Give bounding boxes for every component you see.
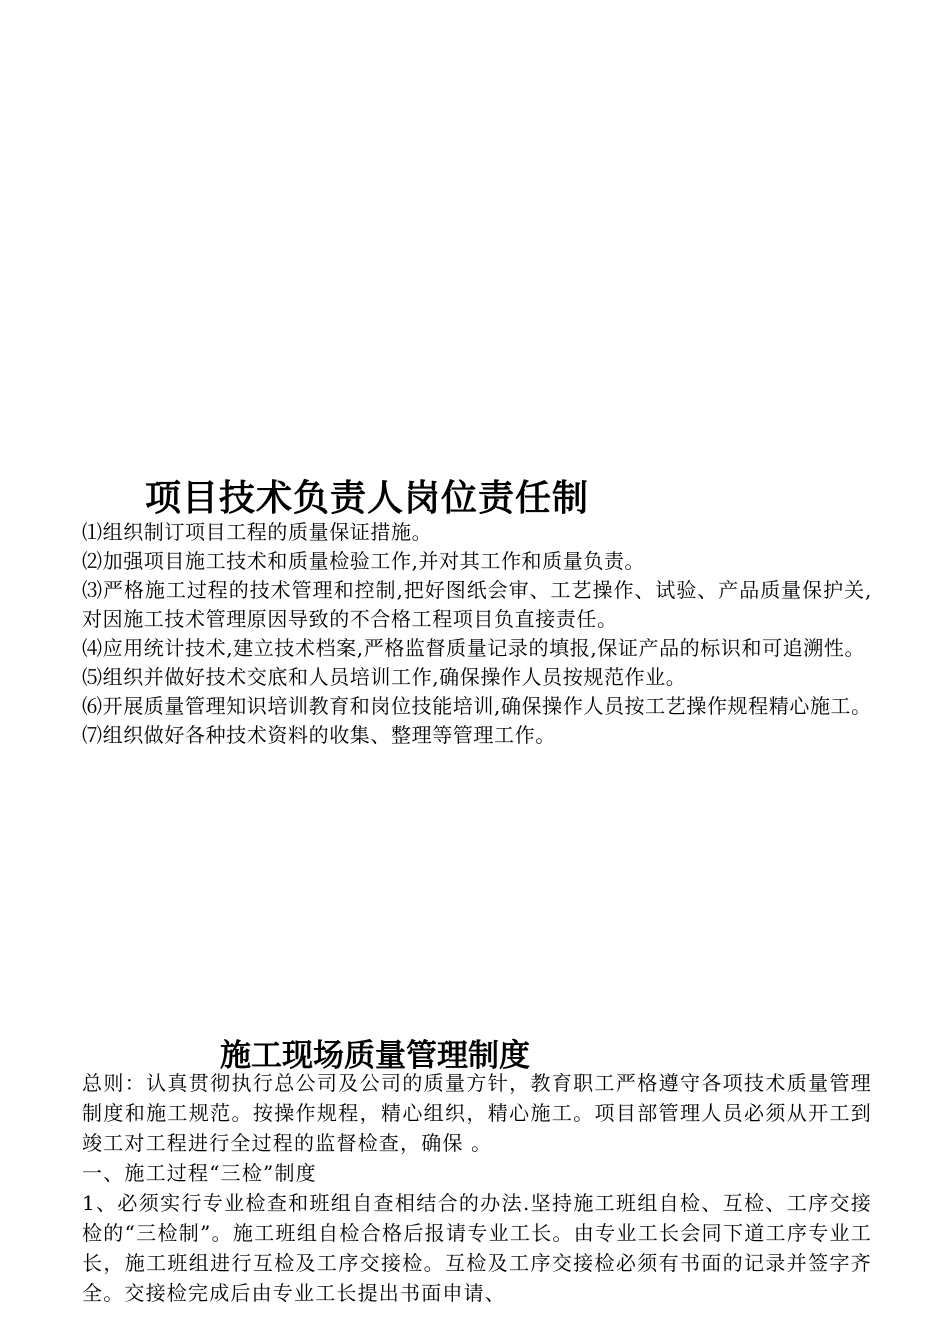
page-title: 项目技术负责人岗位责任制 <box>145 477 590 519</box>
section-title: 施工现场质量管理制度 <box>220 1038 530 1074</box>
list-item: ⑴组织制订项目工程的质量保证措施。 <box>82 520 433 544</box>
duties-list <box>82 518 872 750</box>
section-heading: 一、施工过程“三检”制度 <box>82 1161 317 1185</box>
list-item: ⑹开展质量管理知识培训教育和岗位技能培训,确保操作人员按工艺操作规程精心施工。 <box>82 694 872 718</box>
list-item: ⑺组织做好各种技术资料的收集、整理等管理工作。 <box>82 723 556 747</box>
rule-paragraph: 1、必须实行专业检查和班组自查相结合的办法.坚持施工班组自检、互检、工序交接检的“三检制”。施工班组自检合格后报请专业工长。由专业工长会同下道工序专业工长，施工班组进行互检及工序交接检。互检及工序交接检必须有书面的记录并签字齐全。交接检完成后由专业工长提出书面申请、 <box>82 1191 872 1305</box>
list-item: ⑸组织并做好技术交底和人员培训工作,确保操作人员按规范作业。 <box>82 665 687 689</box>
general-paragraph: 总则：认真贯彻执行总公司及公司的质量方针，教育职工严格遵守各项技术质量管理制度和施工规范。按操作规程，精心组织，精心施工。项目部管理人员必须从开工到竣工对工程进行全过程的监督检查，确保 。 <box>82 1071 872 1155</box>
list-item: ⑷应用统计技术,建立技术档案,严格监督质量记录的填报,保证产品的标识和可追溯性。 <box>82 636 866 660</box>
list-item: ⑶严格施工过程的技术管理和控制,把好图纸会审、工艺操作、试验、产品质量保护关,对因施工技术管理原因导致的不合格工程项目负直接责任。 <box>82 578 872 631</box>
list-item: ⑵加强项目施工技术和质量检验工作,并对其工作和质量负责。 <box>82 549 646 573</box>
management-rules <box>82 1068 872 1308</box>
